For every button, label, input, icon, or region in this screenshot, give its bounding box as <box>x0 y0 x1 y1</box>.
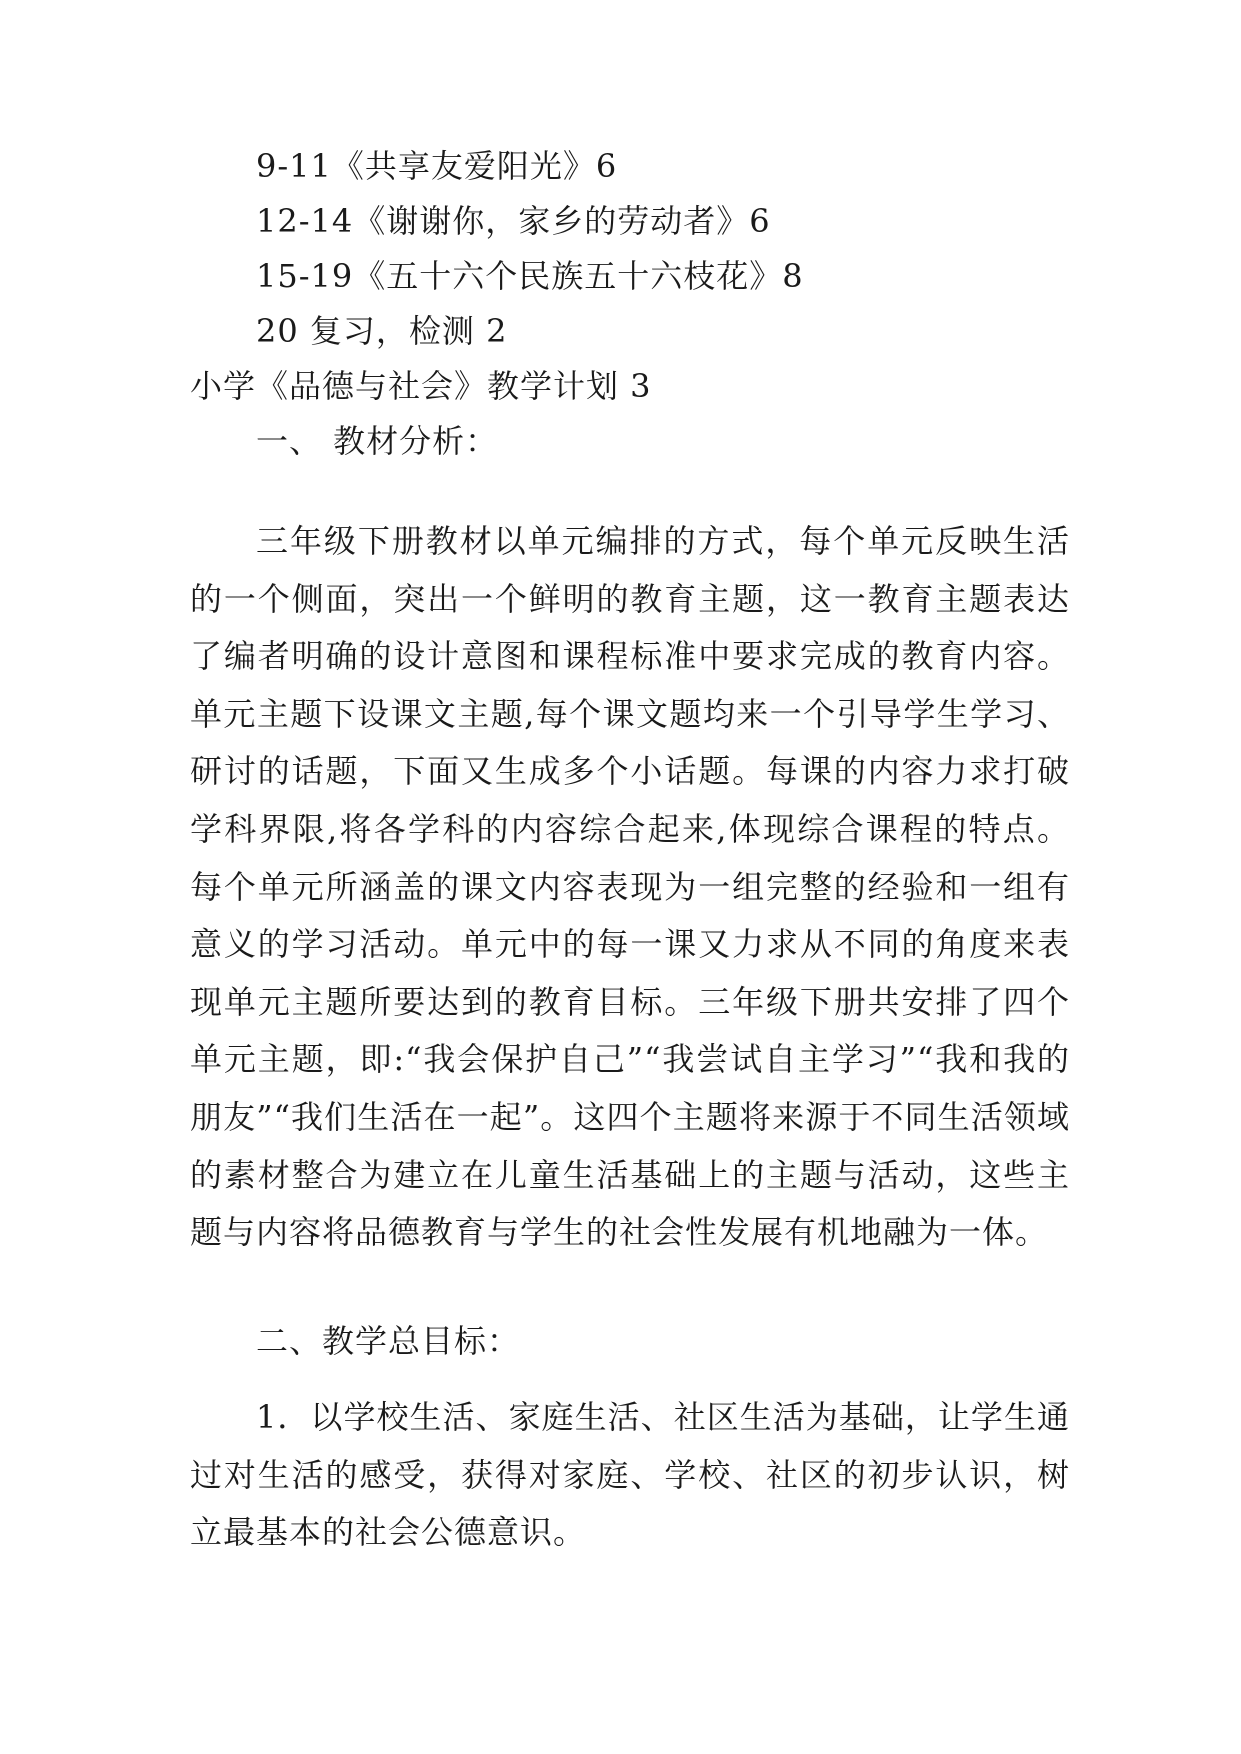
heading-teaching-goals: 二、教学总目标： <box>256 1322 521 1360</box>
schedule-line-4: 20 复习，检测 2 <box>256 312 508 350</box>
paragraph-goal-1: 1．以学校生活、家庭生活、社区生活为基础，让学生通过对生活的感受，获得对家庭、学校、社区的初步认识，树立最基本的社会公德意识。 <box>190 1398 1070 1552</box>
heading-textbook-analysis: 一、 教材分析： <box>256 422 499 460</box>
schedule-line-1: 9-11《共享友爱阳光》6 <box>256 147 618 185</box>
schedule-line-2: 12-14《谢谢你，家乡的劳动者》6 <box>256 202 771 240</box>
paragraph-textbook-analysis: 三年级下册教材以单元编排的方式，每个单元反映生活的一个侧面，突出一个鲜明的教育主题，这一教育主题表达了编者明确的设计意图和课程标准中要求完成的教育内容。单元主题下设课文主题,每个课文题均来一个引导学生学习、研讨的话题，下面又生成多个小话题。每课的内容力求打破学科界限,将各学科的内容综合起来,体现综合课程的特点。每个单元所涵盖的课文内容表现为一组完整的经验和一组有意义的学习活动。单元中的每一课又力求从不同的角度来表现单元主题所要达到的教育目标。三年级下册共安排了四个单元主题，即:“我会保护自己”“我尝试自主学习”“我和我的朋友”“我们生活在一起”。这四个主题将来源于不同生活领域的素材整合为建立在儿童生活基础上的主题与活动，这些主题与内容将品德教育与学生的社会性发展有机地融为一体。 <box>190 522 1070 1252</box>
schedule-line-3: 15-19《五十六个民族五十六枝花》8 <box>256 257 804 295</box>
section-title: 小学《品德与社会》教学计划 3 <box>190 367 652 405</box>
